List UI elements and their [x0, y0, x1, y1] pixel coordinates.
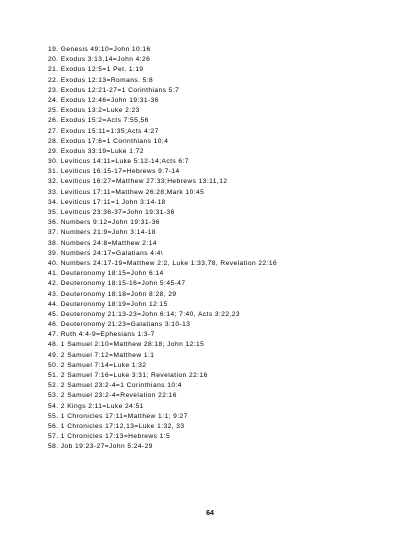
- list-item: 28. Exodus 17:6=1 Corinthians 10;4: [48, 137, 169, 145]
- list-item: 31. Leviticus 16:15-17=Hebrews 9:7-14: [48, 168, 180, 176]
- list-item: 51. 2 Samuel 7:16=Luke 3:31; Revelation 22:16: [48, 372, 208, 379]
- list-item: 54. 2 Kings 2:11=Luke 24:51: [48, 402, 144, 410]
- list-item: 19. Genesis 49:10=John 10:16: [48, 46, 151, 53]
- scripture-reference-list: [48, 45, 408, 453]
- list-item: 29. Exodus 33:19=Luke 1:72: [48, 147, 144, 155]
- list-item: 33. Leviticus 17:11=Matthew 26:28;Mark 10:45: [48, 188, 205, 196]
- list-item: 52. 2 Samuel 23:2-4=1 Corinthians 10:4: [48, 382, 182, 390]
- list-item: 56. 1 Chronicles 17:12,13=Luke 1:32, 33: [48, 422, 185, 430]
- list-item: 30. Leviticus 14:11=Luke 5:12-14;Acts 6:7: [48, 158, 189, 166]
- list-item: 53. 2 Samuel 23:2-4=Revelation 22:16: [48, 392, 177, 400]
- list-item: 57. 1 Chronicles 17:13=Hebrews 1:5: [48, 433, 171, 441]
- page-number: 64: [206, 510, 214, 517]
- list-item: 48. 1 Samuel 2:10=Matthew 28:18; John 12:15: [48, 341, 205, 349]
- list-item: 39. Numbers 24:17=Galatians 4:4\: [48, 249, 164, 257]
- list-item: 25. Exodus 13:2=Luke 2:23: [48, 107, 140, 115]
- list-item: 47. Ruth 4:4-9=Ephesians 1:3-7: [48, 331, 155, 339]
- list-item: 58. Job 19:23-27=John 5:24-29: [48, 443, 153, 451]
- list-item: 26. Exodus 15:2=Acts 7:55,56: [48, 117, 149, 125]
- list-item: 46. Deuteronomy 21:23=Galatians 3:10-13: [48, 321, 191, 329]
- list-item: 24. Exodus 12:46=John 19:31-36: [48, 96, 159, 104]
- list-item: 38. Numbers 24:8=Matthew 2:14: [48, 239, 157, 247]
- list-item: 34. Leviticus 17:11=1 John 3:14-18: [48, 198, 166, 206]
- list-item: 35. Leviticus 23:36-37=John 19:31-36: [48, 209, 175, 216]
- list-item: 49. 2 Samuel 7:12=Matthew 1:1: [48, 351, 155, 359]
- list-item: 37. Numbers 21:9=John 3:14-18: [48, 229, 156, 237]
- list-item: 32. Leviticus 16:27=Matthew 27:33;Hebrews 13:11,12: [48, 178, 228, 186]
- list-item: 42. Deuteronomy 18:15-16=John 5:45-47: [48, 280, 186, 288]
- list-item: 40. Numbers 24:17-19=Matthew 2:2, Luke 1:33,78, Revelation 22:16: [48, 259, 278, 267]
- list-item: 45. Deuteronomy 21:13-23=John 6:14; 7:40, Acts 3:22,23: [48, 310, 241, 318]
- list-item: 44. Deuteronomy 18:19=John 12:15: [48, 300, 168, 308]
- list-item: 22. Exodus 12:13=Romans. 5:8: [48, 76, 154, 84]
- list-item: 20. Exodus 3:13,14=John 4:26: [48, 56, 151, 64]
- list-item: 55. 1 Chronicles 17:11=Matthew 1:1; 9:27: [48, 412, 188, 420]
- list-item: 23. Exodus 12:21-27=1 Corinthians 5:7: [48, 86, 180, 94]
- list-item: 41. Deuteronomy 18:15=John 6:14: [48, 270, 164, 278]
- list-item: 36. Numbers 9:12=John 19:31-36: [48, 219, 160, 227]
- list-item: 21. Exodus 12:5=1 Pet. 1:19: [48, 66, 144, 74]
- list-item: 27. Exodus 15:11=1:35;Acts 4:27: [48, 127, 159, 135]
- list-item: 43. Deuteronomy 18:18=John 8:28, 29: [48, 290, 177, 298]
- list-item: 50. 2 Samuel 7:14=Luke 1:32: [48, 361, 147, 369]
